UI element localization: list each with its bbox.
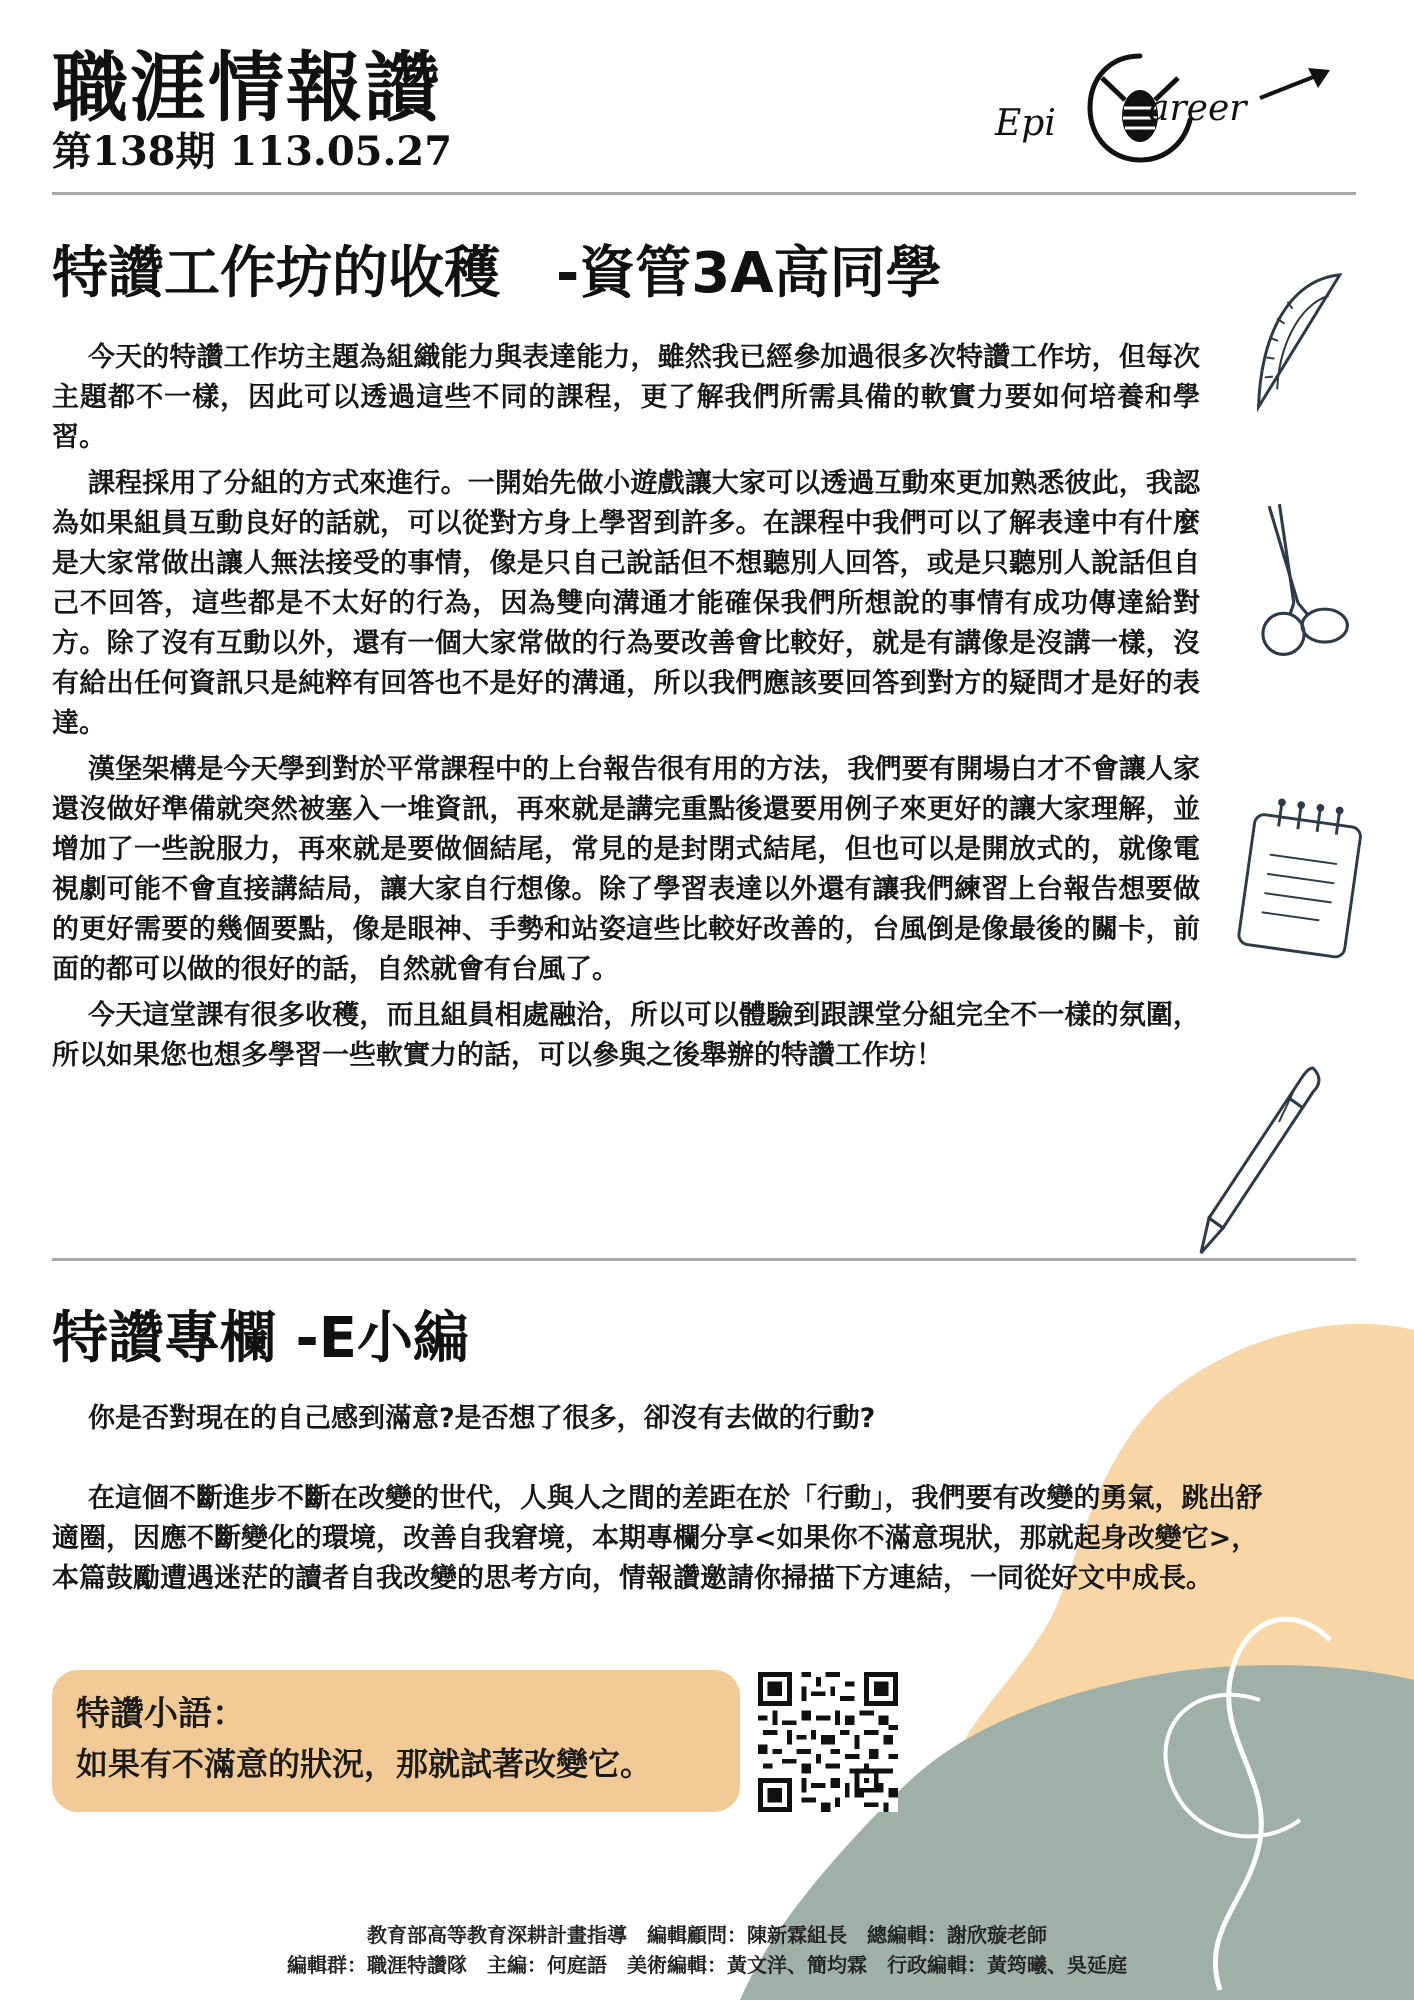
tip-title: 特讚小語： xyxy=(76,1694,246,1734)
article1-title: 特讚工作坊的收穫 -資管3A高同學 xyxy=(52,241,942,306)
scissors-icon xyxy=(1245,500,1355,675)
masthead xyxy=(52,43,453,175)
article2-body xyxy=(52,1399,1272,1599)
newsletter-title: 職涯情報讚 xyxy=(52,43,442,132)
article2-paragraph: 在這個不斷進步不斷在改變的世代，人與人之間的差距在於「行動」，我們要有改變的勇氣，跳出舒適圈，因應不斷變化的環境，改善自我窘境，本期專欄分享<如果你不滿意現狀，那就起身改變它>，本篇鼓勵遭遇迷茫的讀者自我改變的思考方向，情報讚邀請你掃描下方連結，一同從好文中成長。 xyxy=(52,1483,1263,1594)
tip-body: 如果有不滿意的狀況，那就試著改變它。 xyxy=(76,1745,653,1783)
issue-number-date: 第138期 113.05.27 xyxy=(52,128,453,175)
article2-title: 特讚專欄 -E小編 xyxy=(52,1306,469,1371)
divider-top xyxy=(52,192,1356,195)
article2-intro: 你是否對現在的自己感到滿意?是否想了很多，卻沒有去做的行動? xyxy=(88,1403,876,1434)
footer-line-2: 編輯群：職涯特讚隊 主編：何庭語 美術編輯：黃文洋、簡均霖 行政編輯：黃筠曦、吳延庭 xyxy=(287,1953,1127,1977)
footer-line-1: 教育部高等教育深耕計畫指導 編輯顧問：陳新霖組長 總編輯：謝欣璇老師 xyxy=(367,1923,1047,1947)
logo-text-left: Epi xyxy=(995,103,1056,144)
article1-paragraph: 今天這堂課有很多收穫，而且組員相處融洽，所以可以體驗到跟課堂分組完全不一樣的氛圍，所以如果您也想多學習一些軟實力的話，可以參與之後舉辦的特讚工作坊！ xyxy=(52,1000,1200,1071)
article1-body xyxy=(52,338,1200,1082)
pen-icon xyxy=(1188,1058,1338,1258)
notepad-icon xyxy=(1230,796,1370,961)
article1-paragraph: 課程採用了分組的方式來進行。一開始先做小遊戲讓大家可以透過互動來更加熟悉彼此，我認為如果組員互動良好的話就，可以從對方身上學習到許多。在課程中我們可以了解表達中有什麼是大家常做出讓人無法接受的事情，像是只自己說話但不想聽別人回答，或是只聽別人說話但自己不回答，這些都是不太好的行為，因為雙向溝通才能確保我們所想說的事情有成功傳達給對方。除了沒有互動以外，還有一個大家常做的行為要改善會比較好，就是有講像是沒講一樣，沒有給出任何資訊只是純粹有回答也不是好的溝通，所以我們應該要回答到對方的疑問才是好的表達。 xyxy=(52,468,1200,739)
tip-box xyxy=(52,1670,740,1812)
protractor-icon xyxy=(1240,262,1360,422)
logo-text-right: areer xyxy=(1148,88,1247,129)
arrow-icon xyxy=(1256,64,1336,104)
article1-paragraph: 漢堡架構是今天學到對於平常課程中的上台報告很有用的方法，我們要有開場白才不會讓人家還沒做好準備就突然被塞入一堆資訊，再來就是講完重點後還要用例子來更好的讓大家理解，並增加了一些說服力，再來就是要做個結尾，常見的是封閉式結尾，但也可以是開放式的，就像電視劇可能不會直接講結局，讓大家自行想像。除了學習表達以外還有讓我們練習上台報告想要做的更好需要的幾個要點，像是眼神、手勢和站姿這些比較好改善的，台風倒是像最後的關卡，前面的都可以做的很好的話，自然就會有台風了。 xyxy=(52,754,1200,985)
divider-middle xyxy=(52,1258,1356,1261)
footer-credits xyxy=(0,1920,1414,1980)
article1-paragraph: 今天的特讚工作坊主題為組織能力與表達能力，雖然我已經參加過很多次特讚工作坊，但每次主題都不一樣，因此可以透過這些不同的課程，更了解我們所需具備的軟實力要如何培養和學習。 xyxy=(52,342,1200,453)
epicareer-logo xyxy=(990,48,1340,178)
qr-code-icon[interactable] xyxy=(758,1672,898,1812)
